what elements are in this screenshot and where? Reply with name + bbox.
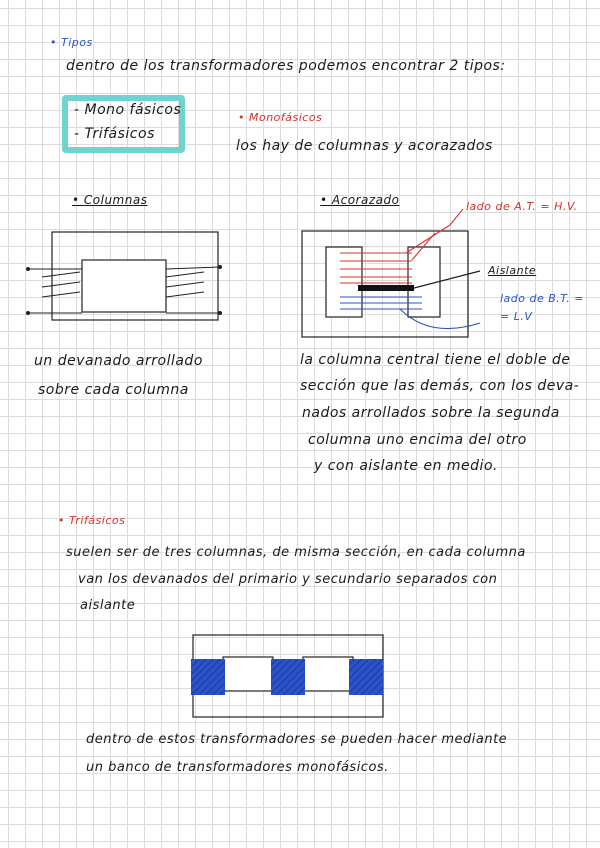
acorazado-caption-line-3: nados arrollados sobre la segunda bbox=[302, 405, 560, 421]
acorazado-core-diagram bbox=[300, 205, 590, 345]
heading-monofasicos: • Monofásicos bbox=[238, 111, 323, 124]
acorazado-caption-line-5: y con aislante en medio. bbox=[314, 458, 498, 474]
heading-trifasicos: • Trifásicos bbox=[58, 514, 126, 527]
heading-columnas: • Columnas bbox=[72, 193, 148, 207]
list-item-monofasicos: - Mono fásicos bbox=[74, 102, 182, 118]
label-lado-at: lado de A.T. = H.V. bbox=[466, 200, 578, 213]
monofasicos-text: los hay de columnas y acorazados bbox=[236, 138, 493, 154]
trifasicos-text-line-3: aislante bbox=[80, 598, 136, 613]
footer-line-2: un banco de transformadores monofásicos. bbox=[86, 760, 389, 775]
label-lv: = L.V bbox=[500, 310, 533, 323]
columnas-core-diagram bbox=[20, 225, 230, 325]
footer-line-1: dentro de estos transformadores se pueden hacer mediante bbox=[86, 732, 508, 747]
columnas-caption-line-1: un devanado arrollado bbox=[34, 353, 203, 369]
acorazado-caption-line-1: la columna central tiene el doble de bbox=[300, 352, 571, 368]
list-item-trifasicos: - Trifásicos bbox=[74, 126, 155, 142]
trifasicos-text-line-1: suelen ser de tres columnas, de misma sección, en cada columna bbox=[66, 545, 526, 560]
acorazado-caption-line-2: sección que las demás, con los deva- bbox=[300, 378, 580, 394]
heading-tipos: • Tipos bbox=[50, 36, 93, 49]
acorazado-caption-line-4: columna uno encima del otro bbox=[308, 432, 527, 448]
label-lado-bt: lado de B.T. = bbox=[500, 292, 584, 305]
columnas-caption-line-2: sobre cada columna bbox=[38, 382, 189, 398]
heading-acorazado: • Acorazado bbox=[320, 193, 400, 207]
intro-text: dentro de los transformadores podemos encontrar 2 tipos: bbox=[66, 58, 506, 74]
trifasicos-text-line-2: van los devanados del primario y secundario separados con bbox=[78, 572, 498, 587]
trifasicos-core-diagram bbox=[185, 630, 395, 720]
label-aislante: Aislante bbox=[488, 264, 537, 277]
